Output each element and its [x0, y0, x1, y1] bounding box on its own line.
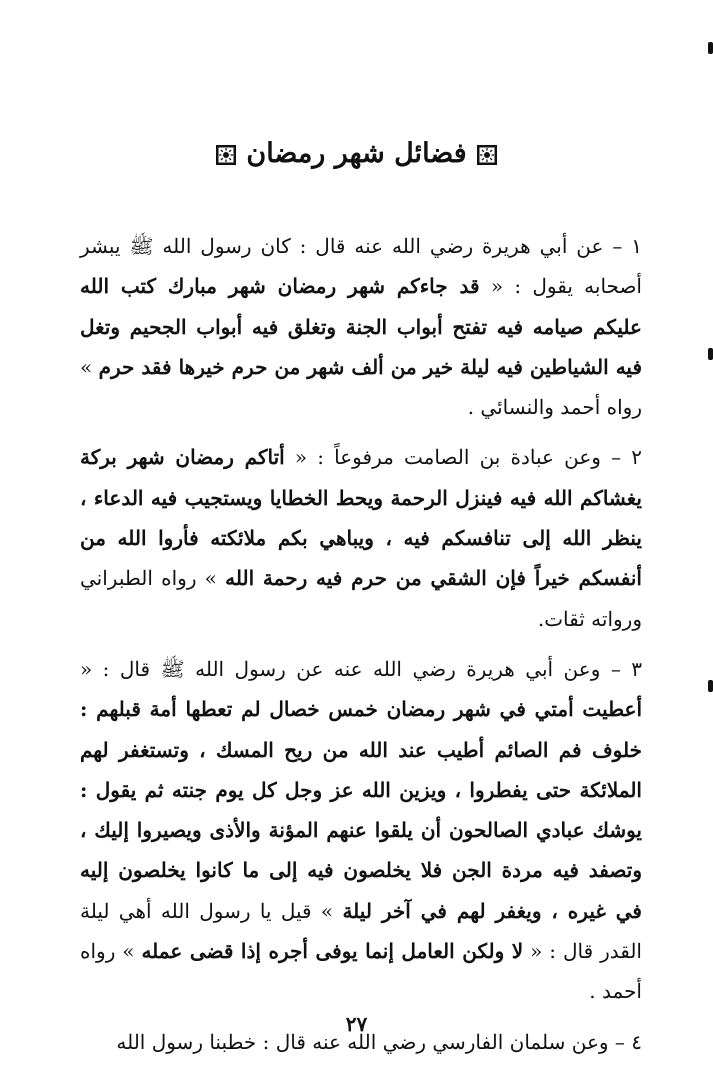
- hadith-answer: لا ولكن العامل إنما يوفى أجره إذا قضى عمله: [141, 939, 524, 964]
- page-number: ٢٧: [345, 1012, 368, 1036]
- hadith-intro: وعن سلمان الفارسي رضي الله عنه قال : خطبنا رسول الله: [116, 1029, 609, 1054]
- hadith-source: » رواه أحمد .: [80, 939, 642, 1004]
- sun-ornament-icon: [216, 145, 236, 165]
- hadith-number: ١ –: [612, 234, 643, 258]
- chapter-title: فضائل شهر رمضان: [246, 138, 467, 169]
- sun-ornament-icon: [477, 145, 497, 165]
- hadith-intro: وعن أبي هريرة رضي الله عنه عن رسول الله ﷺ قال : «: [80, 656, 601, 681]
- hadith-text: أتاكم رمضان شهر بركة يغشاكم الله فيه فينزل الرحمة ويحط الخطايا ويستجيب فيه الدعاء ، ينظر الله إلى تنافسكم فيه ، ويباهي بكم ملائكته فأروا الله من أنفسكم خيراً فإن الشقي من حرم فيه رحمة الله: [80, 445, 642, 591]
- hadith-question: » قيل يا رسول الله أهي ليلة القدر قال : «: [80, 898, 642, 964]
- hadith-source: » رواه الطبراني ورواته ثقات.: [80, 566, 642, 631]
- hadith-intro: عن أبي هريرة رضي الله عنه قال : كان رسول الله ﷺ يبشر أصحابه يقول : «: [80, 234, 642, 299]
- hadith-number: ٣ –: [610, 656, 643, 681]
- hadith-paragraph: [80, 649, 642, 1012]
- hadith-paragraph: [80, 226, 642, 427]
- chapter-title-row: [0, 138, 713, 169]
- hadith-text: أعطيت أمتي في شهر رمضان خمس خصال لم تعطها أمة قبلهم : خلوف فم الصائم أطيب عند الله من ريح المسك ، وتستغفر لهم الملائكة حتى يفطروا ، ويزين الله عز وجل كل يوم جنته ثم يقول : يوشك عبادي الصالحون أن يلقوا عنهم المؤنة والأذى ويصيروا إليك ، وتصفد فيه مردة الجن فلا يخلصون فيه إلى ما كانوا يخلصون إليه في غيره ، ويغفر لهم في آخر ليلة: [80, 697, 642, 923]
- hadith-intro: وعن عبادة بن الصامت مرفوعاً : «: [284, 445, 601, 470]
- hadith-number: ٢ –: [611, 445, 643, 470]
- margin-mark: [708, 42, 713, 54]
- margin-mark: [708, 680, 713, 692]
- hadith-number: ٤ –: [614, 1029, 642, 1054]
- hadith-text: قد جاءكم شهر رمضان شهر مبارك كتب الله عليكم صيامه فيه تفتح أبواب الجنة وتغلق فيه أبواب الجحيم وتغل فيه الشياطين فيه ليلة خير من ألف شهر من حرم خيرها فقد حرم: [80, 274, 643, 379]
- margin-mark: [708, 348, 713, 360]
- page-body: [80, 226, 642, 1072]
- hadith-source: » رواه أحمد والنسائي .: [80, 354, 642, 420]
- hadith-paragraph: [80, 437, 642, 638]
